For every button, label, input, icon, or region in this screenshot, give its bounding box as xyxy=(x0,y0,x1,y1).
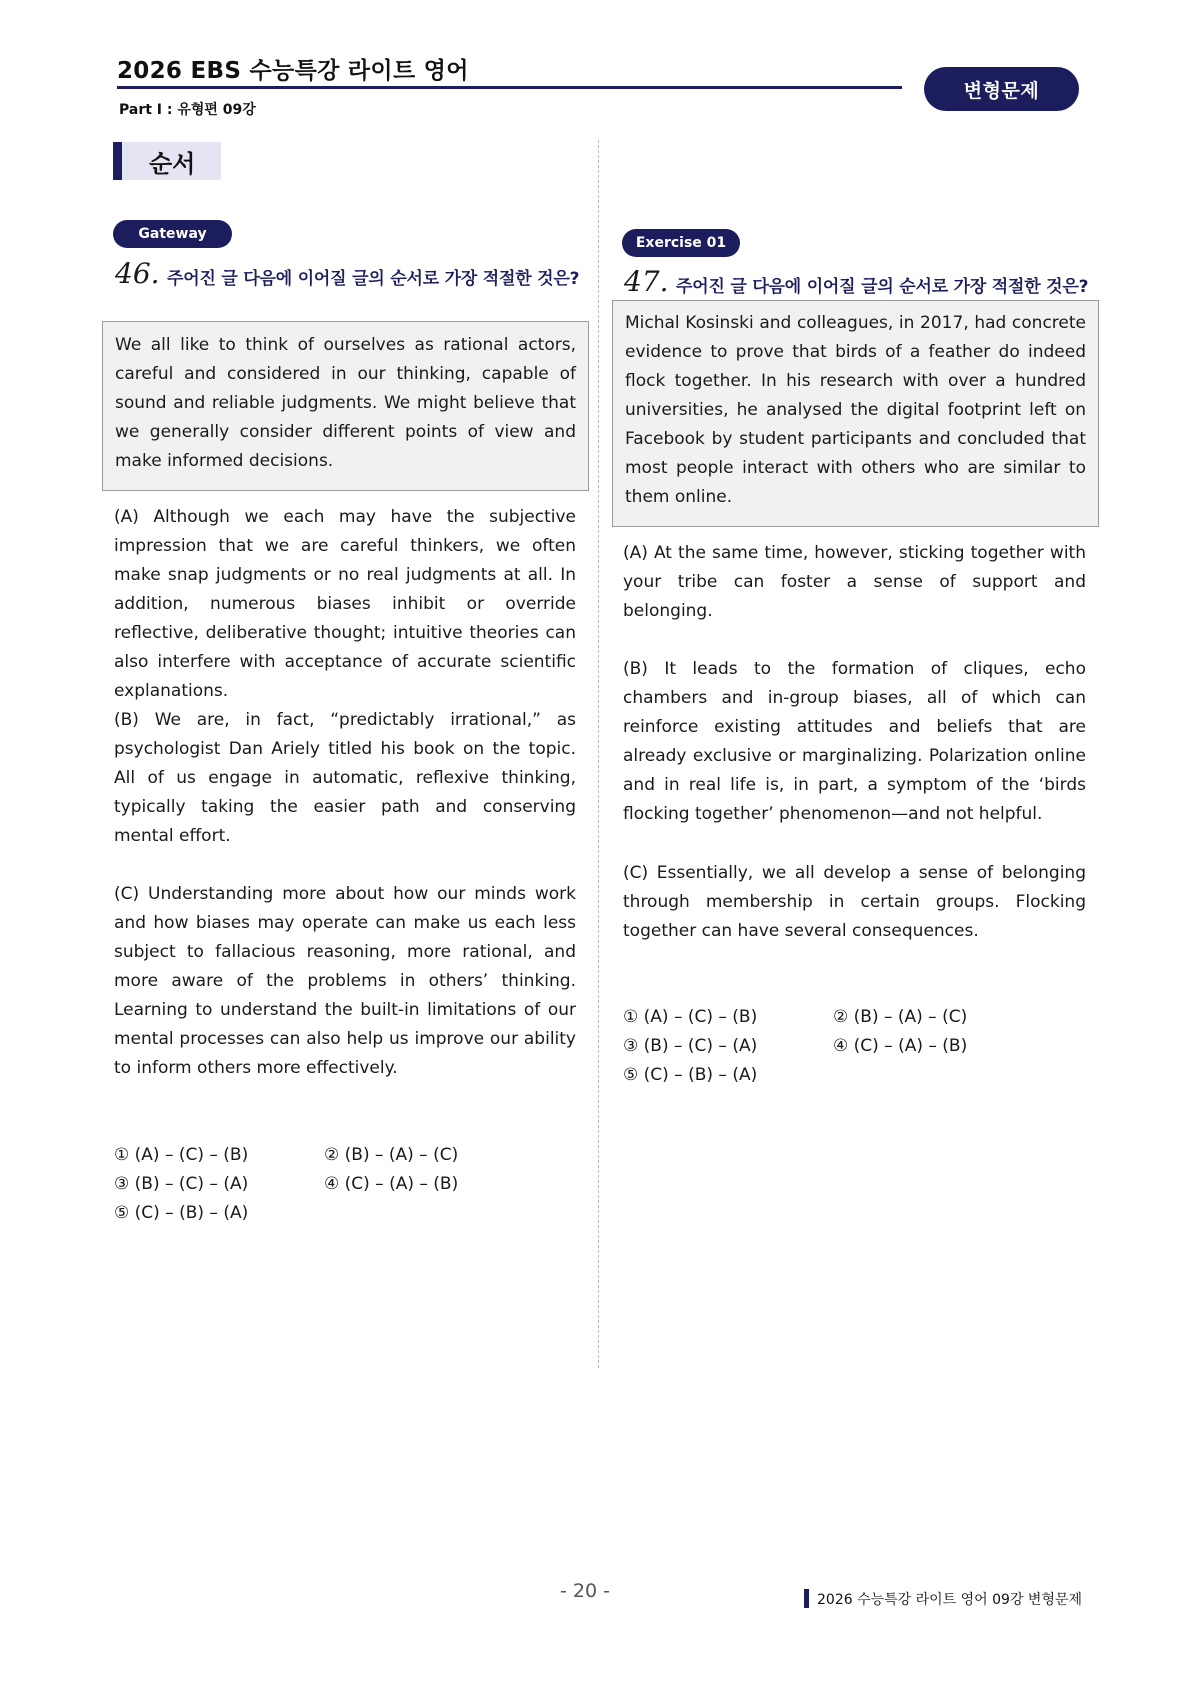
option-2[interactable]: ② (B) – (A) – (C) xyxy=(324,1145,459,1165)
option-3[interactable]: ③ (B) – (C) – (A) xyxy=(114,1174,249,1194)
question-46-given-passage: We all like to think of ourselves as rational actors, careful and considered in our thinking, capable of sound and reliable judgments. We might believe that we generally consider different points of view and make informed decisions. xyxy=(102,321,589,491)
footer-marker xyxy=(804,1589,809,1608)
question-46-paragraph-c: (C) Understanding more about how our minds work and how biases may operate can make us each less subject to fallacious reasoning, more rational, and more aware of the problems in others’ thinking. Learning to understand the built-in limitations of our mental processes can also help us improve our ability to inform others more effectively. xyxy=(114,884,576,1078)
question-47-paragraph-b: (B) It leads to the formation of cliques, echo chambers and in-group biases, all of which can reinforce existing attitudes and beliefs that are already exclusive or marginalizing. Polarization online and in real life is, in part, a symptom of the ‘birds flocking together’ phenomenon—and not helpful. xyxy=(623,659,1086,824)
question-46-number: 46. xyxy=(115,257,160,290)
question-47-options xyxy=(623,1003,1086,1093)
option-3[interactable]: ③ (B) – (C) – (A) xyxy=(623,1036,758,1056)
option-1[interactable]: ① (A) – (C) – (B) xyxy=(114,1145,249,1165)
footer-title: 2026 수능특강 라이트 영어 09강 변형문제 xyxy=(817,1592,1083,1608)
option-4[interactable]: ④ (C) – (A) – (B) xyxy=(324,1174,459,1194)
question-47-paragraph-c: (C) Essentially, we all develop a sense of belonging through membership in certain groups. Flocking together can have several consequences. xyxy=(623,863,1086,941)
question-46-paragraph-b: (B) We are, in fact, “predictably irrational,” as psychologist Dan Ariely titled his book on the topic. All of us engage in automatic, reflexive thinking, typically taking the easier path and conserving mental effort. xyxy=(114,710,576,846)
question-47-given-passage: Michal Kosinski and colleagues, in 2017, had concrete evidence to prove that birds of a feather do indeed flock together. In his research with over a hundred universities, he analysed the digital footprint left on Facebook by student participants and concluded that most people interact with others who are similar to them online. xyxy=(612,300,1099,527)
book-title: 2026 EBS 수능특강 라이트 영어 xyxy=(117,58,469,84)
option-1[interactable]: ① (A) – (C) – (B) xyxy=(623,1007,758,1027)
exercise-tag: Exercise 01 xyxy=(622,229,740,257)
option-4[interactable]: ④ (C) – (A) – (B) xyxy=(833,1036,968,1056)
question-47-prompt: 주어진 글 다음에 이어질 글의 순서로 가장 적절한 것은? xyxy=(676,277,1089,297)
header-divider xyxy=(117,86,902,89)
option-5[interactable]: ⑤ (C) – (B) – (A) xyxy=(623,1065,758,1085)
question-46-paragraph-a: (A) Although we each may have the subjective impression that we are careful thinkers, we often make snap judgments or no real judgments at all. In addition, numerous biases inhibit or override reflective, deliberative thought; intuitive theories can also interfere with acceptance of accurate scientific explanations. xyxy=(114,507,576,701)
type-badge: 변형문제 xyxy=(924,67,1079,111)
question-46-options xyxy=(114,1141,576,1231)
section-marker xyxy=(113,142,122,180)
option-2[interactable]: ② (B) – (A) – (C) xyxy=(833,1007,968,1027)
section-title: 순서 xyxy=(122,142,221,180)
option-5[interactable]: ⑤ (C) – (B) – (A) xyxy=(114,1203,249,1223)
page-number: - 20 - xyxy=(560,1580,610,1602)
part-label: Part Ⅰ : 유형편 09강 xyxy=(119,102,256,118)
column-divider xyxy=(598,140,599,1368)
question-47-number: 47. xyxy=(624,265,669,298)
gateway-tag: Gateway xyxy=(113,220,232,248)
question-46-prompt: 주어진 글 다음에 이어질 글의 순서로 가장 적절한 것은? xyxy=(167,269,580,289)
question-47-paragraph-a: (A) At the same time, however, sticking together with your tribe can foster a sense of support and belonging. xyxy=(623,543,1086,621)
